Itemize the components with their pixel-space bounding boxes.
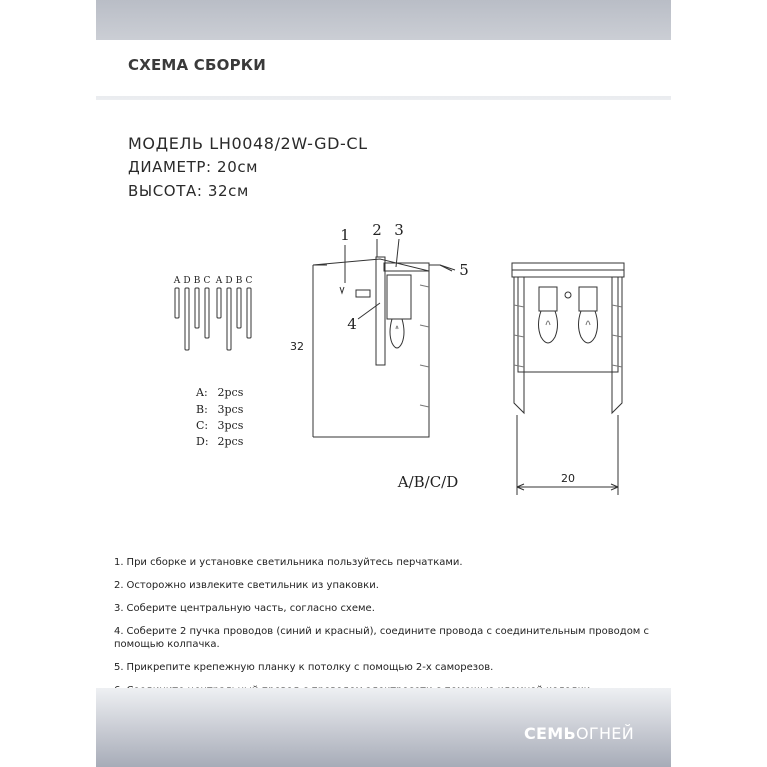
crystal-letter: C: [245, 276, 253, 286]
crystal-letter: A: [173, 276, 181, 286]
diameter-spec: ДИАМЕТР: 20см: [128, 158, 259, 176]
side-view-diagram: [280, 215, 480, 495]
page-title: СХЕМА СБОРКИ: [128, 56, 266, 74]
callout-4: 4: [347, 315, 357, 333]
instruction-item: 5. Прикрепите крепежную планку к потолку с помощью 2-х саморезов.: [114, 662, 494, 673]
crystal-letter: A: [215, 276, 223, 286]
front-view-diagram: [500, 255, 640, 500]
crystal-rods-diagram: [168, 272, 268, 354]
crystal-letter: D: [225, 276, 233, 286]
callout-3: 3: [394, 221, 404, 239]
crystal-rod: [185, 288, 189, 350]
assembly-instructions: [114, 556, 659, 707]
crystal-rod: [247, 288, 251, 338]
crystal-rod: [175, 288, 179, 318]
crystal-letter: B: [235, 276, 243, 286]
crystal-rod: [195, 288, 199, 328]
instruction-item: 2. Осторожно извлеките светильник из упаковки.: [114, 580, 379, 591]
instruction-item: 1. При сборке и установке светильника пользуйтесь перчатками.: [114, 557, 463, 568]
crystal-count-b: B: 3pcs: [196, 403, 244, 416]
model-spec: МОДЕЛЬ LH0048/2W-GD-CL: [128, 134, 368, 153]
crystal-rod: [237, 288, 241, 328]
callout-5: 5: [459, 261, 469, 279]
height-spec: ВЫСОТА: 32см: [128, 182, 249, 200]
crystal-type-label: A/B/C/D: [397, 473, 459, 491]
crystal-count-a: A: 2pcs: [196, 386, 244, 399]
instruction-item: 3. Соберите центральную часть, согласно схеме.: [114, 603, 375, 614]
crystal-rod: [227, 288, 231, 350]
callout-1: 1: [340, 226, 350, 244]
brand-logo: СЕМЬОГНЕЙ: [524, 724, 634, 743]
callout-2: 2: [372, 221, 382, 239]
instruction-item: 4. Соберите 2 пучка проводов (синий и красный), соедините провода с соединительным проводом с помощью колпачка.: [114, 626, 650, 650]
crystal-letter: C: [203, 276, 211, 286]
crystal-count-d: D: 2pcs: [196, 435, 244, 448]
crystal-letter: B: [193, 276, 201, 286]
crystal-count-c: C: 3pcs: [196, 419, 244, 432]
crystal-rod: [205, 288, 209, 338]
crystal-letter: D: [183, 276, 191, 286]
crystal-rod: [217, 288, 221, 318]
width-dimension-label: 20: [561, 472, 575, 485]
height-dimension-label: 32: [290, 340, 304, 353]
